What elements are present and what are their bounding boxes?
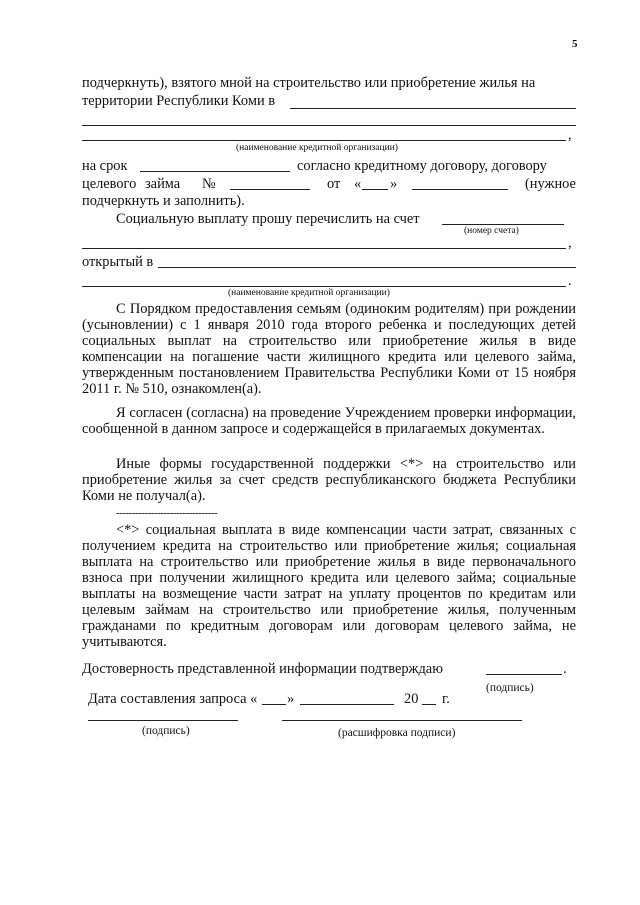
paragraph-procedure: С Порядком предоставления семьям (одиноким родителям) при рождении (усыновлении) с 1 января 2010 года второго ребенка и последующих детей социальных выплат на строительство или приобретение жилья в виде компенсации на погашение части жилищного кредита или целевого займа, утвержденным постановлением Правительства Республики Коми от 15 ноября 2011 г. № 510, ознакомлен(а). (82, 301, 576, 397)
caption-confirm-signature: (подпись) (486, 682, 534, 694)
needed-label: (нужное (525, 176, 576, 192)
region-field[interactable] (290, 108, 576, 109)
signature-decoding-field[interactable] (282, 720, 522, 721)
loan-label: займа (145, 176, 181, 192)
contract-month-field[interactable] (412, 189, 508, 190)
opened-in-label: открытый в (82, 254, 154, 270)
opened-in-line-2[interactable] (82, 286, 566, 287)
target-label: целевого (82, 176, 137, 192)
account-line[interactable] (82, 248, 566, 249)
quote-open: « (354, 176, 362, 192)
date-year-suffix: г. (442, 691, 450, 707)
caption-account-number: (номер счета) (464, 226, 519, 236)
account-comma: , (568, 235, 572, 251)
from-label: от (327, 176, 341, 192)
term-label: на срок (82, 158, 128, 174)
term-agreement-text: согласно кредитному договору, договору (297, 158, 547, 174)
date-month-field[interactable] (300, 704, 394, 705)
account-number-field[interactable] (442, 224, 564, 225)
term-field[interactable] (140, 171, 290, 172)
number-sign: № (202, 176, 216, 192)
comma: , (568, 127, 572, 143)
opened-in-dot: . (568, 273, 572, 289)
caption-credit-org-2: (наименование кредитной организации) (228, 288, 390, 298)
date-year-prefix: 20 (404, 691, 419, 707)
footnote-separator: -------------------------------- (116, 507, 218, 519)
caption-signature: (подпись) (142, 725, 190, 737)
contract-number-field[interactable] (230, 189, 310, 190)
confirm-text: Достоверность представленной информации подтверждаю (82, 661, 443, 677)
underline-instruction: подчеркнуть и заполнить). (82, 193, 245, 209)
quote-close: » (390, 176, 398, 192)
page-number: 5 (572, 38, 578, 50)
account-text: Социальную выплату прошу перечислить на счет (116, 211, 420, 227)
confirm-signature-field[interactable] (486, 674, 562, 675)
opened-in-field[interactable] (158, 267, 576, 268)
caption-credit-org: (наименование кредитной организации) (236, 143, 398, 153)
caption-signature-decoding: (расшифровка подписи) (338, 727, 456, 739)
top-line-1: подчеркнуть), взятого мной на строительство или приобретение жилья на (82, 75, 536, 91)
signature-field[interactable] (88, 720, 238, 721)
date-prefix: Дата составления запроса « (88, 691, 258, 707)
date-day-field[interactable] (262, 704, 286, 705)
paragraph-other-support: Иные формы государственной поддержки <*> на строительство или приобретение жилья за счет средств республиканского бюджета Республики Коми не получал(а). (82, 456, 576, 504)
paragraph-consent: Я согласен (согласна) на проведение Учреждением проверки информации, сообщенной в данном запросе и содержащейся в прилагаемых документах. (82, 405, 576, 437)
contract-day-field[interactable] (362, 189, 388, 190)
credit-org-line-1[interactable] (82, 125, 576, 126)
date-quote-close: » (287, 691, 295, 707)
confirm-dot: . (563, 661, 567, 677)
top-line-2: территории Республики Коми в (82, 93, 276, 109)
footnote-text: <*> социальная выплата в виде компенсации части затрат, связанных с получением кредита на строительство или приобретение жилья; социальная выплата на строительство или приобретение жилья в виде первоначального взноса при получении жилищного кредита или целевого займа; социальные выплаты на возмещение части затрат на уплату процентов по кредитам или целевым займам на строительство или приобретение жилья, полученным гражданами по кредитным договорам или договорам целевого займа, не учитываются. (82, 522, 576, 650)
credit-org-line-2[interactable] (82, 140, 566, 141)
date-year-field[interactable] (422, 704, 436, 705)
